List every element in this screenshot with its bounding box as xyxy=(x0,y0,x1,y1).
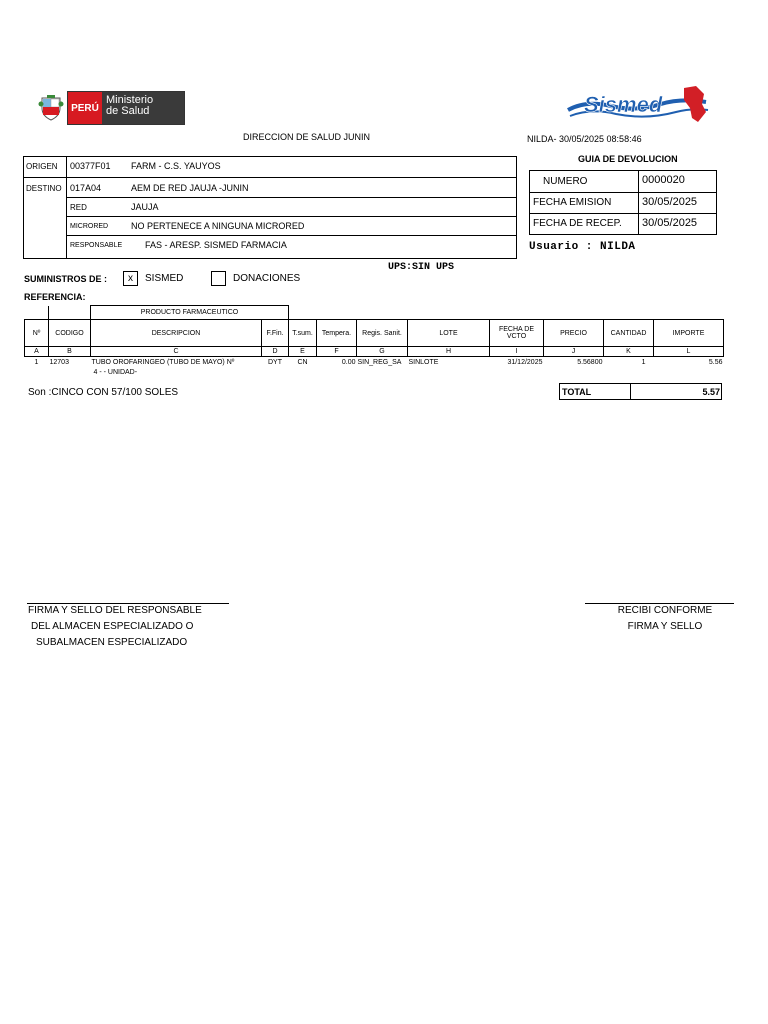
responsable-value: FAS - ARESP. SISMED FARMACIA xyxy=(145,240,287,250)
responsable-label: RESPONSABLE xyxy=(70,242,123,249)
col-letter-e: E xyxy=(289,347,317,357)
col-header-regis: Regis. Sanit. xyxy=(357,320,408,347)
cell-regis: SIN_REG_SA xyxy=(357,358,402,366)
cell-ffin: DYT xyxy=(268,358,282,366)
col-header-cantidad: CANTIDAD xyxy=(604,320,654,347)
sismed-logo-text: Sismed xyxy=(584,92,663,117)
sismed-option-label: SISMED xyxy=(145,273,184,284)
col-letter-h: H xyxy=(408,347,490,357)
col-letter-i: I xyxy=(490,347,544,357)
col-letter-a: A xyxy=(25,347,49,357)
fecha-emision-label: FECHA EMISION xyxy=(533,197,612,208)
red-label: RED xyxy=(70,203,87,212)
col-header-ffin: F.Fin. xyxy=(262,320,289,347)
cell-tsum: CN xyxy=(297,358,308,366)
destino-label: DESTINO xyxy=(26,184,62,193)
col-letter-b: B xyxy=(49,347,91,357)
usuario-label: Usuario : NILDA xyxy=(529,241,636,253)
fecha-recep-value: 30/05/2025 xyxy=(642,217,698,229)
ministerio-salud-logo xyxy=(67,91,185,125)
peru-label: PERÚ xyxy=(68,92,102,124)
col-letter-l: L xyxy=(654,347,724,357)
left-signature-line-2: DEL ALMACEN ESPECIALIZADO O xyxy=(31,621,194,632)
sismed-logo xyxy=(566,82,711,130)
left-signature-line-3: SUBALMACEN ESPECIALIZADO xyxy=(36,637,188,648)
col-letter-j: J xyxy=(544,347,604,357)
col-header-temp: Tempera. xyxy=(317,320,357,347)
table-row xyxy=(25,357,724,368)
col-header-vcto: FECHA DE VCTO xyxy=(490,320,544,347)
cell-precio: 5.56800 xyxy=(577,358,603,366)
donaciones-checkbox[interactable] xyxy=(211,271,226,286)
suministros-label: SUMINISTROS DE : xyxy=(24,274,108,284)
table-row-sub xyxy=(25,367,724,377)
total-label: TOTAL xyxy=(562,387,592,397)
right-signature-line xyxy=(585,603,734,604)
col-header-tsum: T.sum. xyxy=(289,320,317,347)
fecha-emision-value: 30/05/2025 xyxy=(642,196,698,208)
col-header-precio: PRECIO xyxy=(544,320,604,347)
microred-value: NO PERTENECE A NINGUNA MICRORED xyxy=(131,221,305,231)
son-amount-text: Son :CINCO CON 57/100 SOLES xyxy=(28,387,179,398)
cell-codigo: 12703 xyxy=(49,358,69,366)
right-signature-line-2: FIRMA Y SELLO xyxy=(627,621,703,632)
right-signature-line-1: RECIBI CONFORME xyxy=(617,605,713,616)
col-header-descripcion: DESCRIPCION xyxy=(91,320,262,347)
origen-label: ORIGEN xyxy=(26,162,58,171)
sismed-checkbox[interactable]: x xyxy=(123,271,138,286)
ministry-line-2: de Salud xyxy=(106,105,150,117)
print-timestamp: NILDA- 30/05/2025 08:58:46 xyxy=(527,134,642,144)
product-table xyxy=(24,305,724,377)
cell-lote: SINLOTE xyxy=(408,358,439,366)
col-letter-f: F xyxy=(317,347,357,357)
col-letter-g: G xyxy=(357,347,408,357)
cell-descripcion: TUBO OROFARINGEO (TUBO DE MAYO) Nº xyxy=(91,358,235,366)
col-header-lote: LOTE xyxy=(408,320,490,347)
microred-label: MICRORED xyxy=(70,223,109,230)
origen-code: 00377F01 xyxy=(70,161,111,171)
direccion-title: DIRECCION DE SALUD JUNIN xyxy=(243,132,371,142)
ministry-line-1: Ministerio xyxy=(106,94,154,106)
cell-importe: 5.56 xyxy=(708,358,723,366)
numero-label: NUMERO xyxy=(543,176,588,187)
group-header: PRODUCTO FARMACEUTICO xyxy=(140,309,239,316)
destino-name: AEM DE RED JAUJA -JUNIN xyxy=(131,183,249,193)
fecha-recep-label: FECHA DE RECEP. xyxy=(533,218,622,229)
col-header-importe: IMPORTE xyxy=(654,320,724,347)
origen-name: FARM - C.S. YAUYOS xyxy=(131,161,221,171)
ups-label: UPS:SIN UPS xyxy=(388,262,455,273)
cell-vcto: 31/12/2025 xyxy=(507,358,543,366)
destino-code: 017A04 xyxy=(70,183,102,193)
cell-cantidad: 1 xyxy=(641,358,646,366)
cell-temp: 0.00 xyxy=(341,358,356,366)
cell-unit: 4 - - UNIDAD- xyxy=(93,368,138,376)
left-signature-line-1: FIRMA Y SELLO DEL RESPONSABLE xyxy=(28,605,202,616)
col-letter-k: K xyxy=(604,347,654,357)
peru-coat-of-arms-icon xyxy=(38,94,64,121)
numero-value: 0000020 xyxy=(642,174,685,186)
col-letter-d: D xyxy=(262,347,289,357)
red-value: JAUJA xyxy=(131,202,159,212)
col-header-codigo: CODIGO xyxy=(49,320,91,347)
col-header-n: Nº xyxy=(25,320,49,347)
doc-type-title: GUIA DE DEVOLUCION xyxy=(578,154,678,164)
donaciones-option-label: DONACIONES xyxy=(233,273,301,284)
left-signature-line xyxy=(27,603,229,604)
total-value: 5.57 xyxy=(702,387,720,397)
referencia-label: REFERENCIA: xyxy=(24,292,86,302)
cell-n: 1 xyxy=(34,358,39,366)
col-letter-c: C xyxy=(91,347,262,357)
